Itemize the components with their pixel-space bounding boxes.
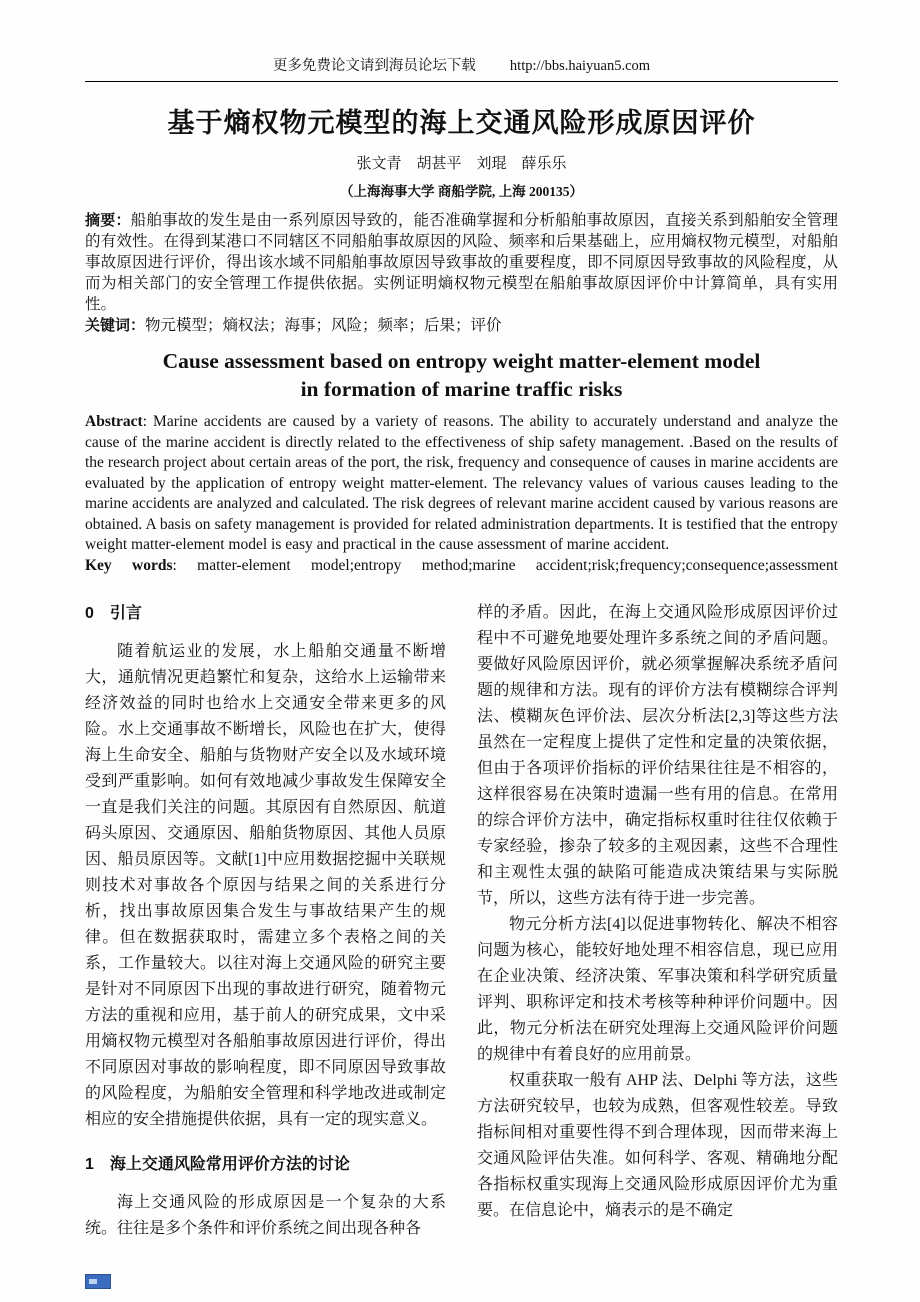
header-link[interactable]: http://bbs.haiyuan5.com [509, 58, 651, 74]
paper-title-en-line1: Cause assessment based on entropy weight matter-element model [162, 349, 761, 373]
methods-paragraph-start: 海上交通风险的形成原因是一个复杂的大系统。往往是多个条件和评价系统之间出现各种各 [85, 1194, 446, 1237]
authors-line: 张文青 胡甚平 刘琨 薛乐乐 [356, 156, 567, 172]
abstract-cn-label: 摘要： [85, 212, 131, 229]
page-header [85, 56, 838, 76]
abstract-cn [85, 210, 838, 315]
section-heading-methods-discussion: 1 海上交通风险常用评价方法的讨论 [85, 1156, 350, 1173]
abstract-en-text: : Marine accidents are caused by a variety of reasons. The ability to accurately understand and analyze the cause of the marine accident is directly related to the effectiveness of ship safety management. .Based on the results of the research project about certain areas of the port, the risk, frequency and consequence of causes in marine accidents are evaluated by the application of entropy weight matter-element. The relevancy values of various causes leading to the marine accidents are analyzed and calculated. The risk degrees of relevant marine accident caused by various reasons are obtained. A basis on safety management is provided for related administration departments. It is testified that the entropy weight matter-element model is easy and practical in the cause assessment of marine accident. [85, 413, 838, 553]
abstract-cn-text: 船舶事故的发生是由一系列原因导致的，能否准确掌握和分析船舶事故原因，直接关系到船舶安全管理的有效性。在得到某港口不同辖区不同船舶事故原因的风险、频率和后果基础上，应用熵权物元模型，对船舶事故原因进行评价，得出该水域不同船舶事故原因导致事故的重要程度，即不同原因导致事故的风险程度，从而为相关部门的安全管理工作提供依据。实例证明熵权物元模型在船舶事故原因评价中计算简单，具有实用性。 [85, 212, 838, 313]
left-column [85, 600, 446, 1242]
paper-title-en [85, 347, 838, 403]
keywords-cn-text: 物元模型；熵权法；海事；风险；频率；后果；评价 [145, 317, 502, 334]
abstract-en-label: Abstract [85, 413, 143, 430]
paper-title-en-line2: in formation of marine traffic risks [300, 377, 623, 401]
paper-title-cn: 基于熵权物元模型的海上交通风险形成原因评价 [167, 108, 756, 138]
counter-badge-icon [85, 1274, 111, 1289]
weight-methods-paragraph: 权重获取一般有 AHP 法、Delphi 等方法，这些方法研究较早，也较为成熟，但客观性较差。导致指标间相对重要性得不到合理体现，因而带来海上交通风险评估失准。如何科学、客观、精确地分配各指标权重实现海上交通风险形成原因评价尤为重要。在信息论中，熵表示的是不确定 [477, 1072, 838, 1219]
affiliation-line: （上海海事大学 商船学院, 上海 200135） [340, 184, 583, 199]
abstract-en [85, 412, 838, 556]
keywords-en [85, 556, 838, 577]
methods-paragraph-continuation: 样的矛盾。因此，在海上交通风险形成原因评价过程中不可避免地要处理许多系统之间的矛盾问题。要做好风险原因评价，就必须掌握解决系统矛盾问题的规律和方法。现有的评价方法有模糊综合评判法、模糊灰色评价法、层次分析法[2,3]等这些方法虽然在一定程度上提供了定性和定量的决策依据，但由于各项评价指标的评价结果往往是不相容的，这样很容易在决策时遗漏一些有用的信息。在常用的综合评价方法中，确定指标权重时往往仅依赖于专家经验，掺杂了较多的主观因素，这些不合理性和主观性太强的缺陷可能造成决策结果与实际脱节，所以，这些方法有待于进一步完善。 [477, 604, 838, 907]
two-column-body [85, 600, 838, 1242]
header-note: 更多免费论文请到海员论坛下载 [272, 58, 476, 74]
keywords-cn-label: 关键词： [85, 317, 146, 334]
keywords-en-text: : matter-element model;entropy method;marine accident;risk;frequency;consequence;assessment [172, 556, 838, 574]
matter-element-paragraph: 物元分析方法[4]以促进事物转化、解决不相容问题为核心，能较好地处理不相容信息，现已应用在企业决策、经济决策、军事决策和科学研究质量评判、职称评定和技术考核等种种评价问题中。因此，物元分析法在研究处理海上交通风险评价问题的规律中有着良好的应用前景。 [477, 916, 838, 1063]
section-heading-introduction: 0 引言 [85, 605, 142, 622]
keywords-en-label: Key words [85, 556, 173, 574]
keywords-cn [85, 315, 838, 336]
header-rule [85, 81, 838, 82]
right-column [477, 600, 838, 1242]
introduction-paragraph: 随着航运业的发展，水上船舶交通量不断增大，通航情况更趋繁忙和复杂，这给水上运输带来经济效益的同时也给水上交通安全带来更多的风险。水上交通事故不断增长，风险也在扩大，使得海上生命安全、船舶与货物财产安全以及水域环境受到严重影响。如何有效地减少事故发生保障安全一直是我们关注的问题。其原因有自然原因、航道码头原因、交通原因、船舶货物原因、其他人员原因、船员原因等。文献[1]中应用数据挖掘中关联规则技术对事故各个原因与结果之间的关系进行分析，找出事故原因集合发生与事故结果产生的规律。但在数据获取时，需建立多个表格之间的关系，工作量较大。以往对海上交通风险的研究主要是针对不同原因下出现的事故进行研究，随着物元方法的重视和应用，基于前人的研究成果，文中采用熵权物元模型对各船舶事故原因进行评价，得出不同原因对事故的影响程度，即不同原因导致事故的风险程度，为船舶安全管理和科学地改进或制定相应的安全措施提供依据，具有一定的现实意义。 [85, 643, 446, 1128]
